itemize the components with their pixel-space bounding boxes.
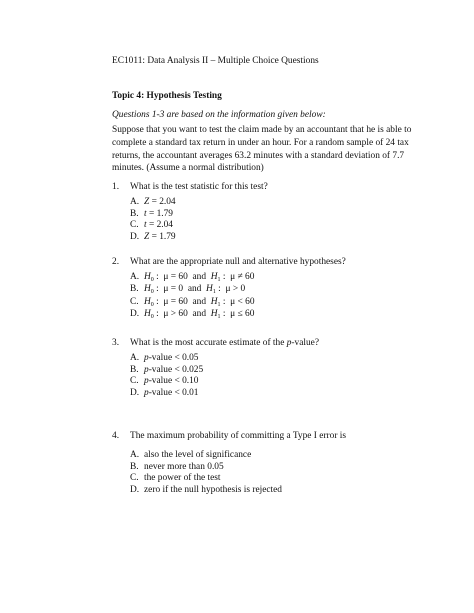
question-2-options xyxy=(130,271,255,321)
question-4-options xyxy=(130,450,282,496)
question-2-option-c: C. $H_0$ : μ = 60 and $H_1$ : μ < 60 xyxy=(130,296,255,308)
question-2-text: What are the appropriate null and alternative hypotheses? xyxy=(130,257,346,267)
question-1-number: 1. xyxy=(112,182,120,192)
question-1-option-c: C. t = 2.04 xyxy=(130,220,173,231)
question-4-text: The maximum probability of committing a Type I error is xyxy=(130,431,347,441)
question-4-option-d: D. zero if the null hypothesis is rejected xyxy=(130,484,282,495)
question-3-option-a: A. p-value < 0.05 xyxy=(130,353,199,363)
question-1-options xyxy=(130,197,176,243)
question-4-option-a: A. also the level of significance xyxy=(130,450,252,460)
question-2-number: 2. xyxy=(112,257,120,267)
document-title: EC1011: Data Analysis II – Multiple Choice Questions xyxy=(112,56,319,66)
question-1-text: What is the test statistic for this test? xyxy=(130,182,268,192)
question-1-option-b: B. t = 1.79 xyxy=(130,208,173,219)
question-1-option-d: D. Z = 1.79 xyxy=(130,231,176,242)
topic-heading: Topic 4: Hypothesis Testing xyxy=(112,91,222,101)
question-3-option-b: B. p-value < 0.025 xyxy=(130,364,204,375)
question-3-options xyxy=(130,353,203,399)
question-1-option-a: A. Z = 2.04 xyxy=(130,197,176,207)
question-2-option-b: B. $H_0$ : μ = 0 and $H_1$ : μ > 0 xyxy=(130,284,246,296)
question-4-option-b: B. never more than 0.05 xyxy=(130,461,224,472)
question-2-option-d: D. $H_0$ : μ > 60 and $H_1$ : μ ≤ 60 xyxy=(130,309,255,321)
question-3-number: 3. xyxy=(112,338,120,348)
question-4-option-c: C. the power of the test xyxy=(130,473,221,484)
intro-note: Questions 1-3 are based on the information given below: xyxy=(112,110,326,120)
scenario-paragraph: Suppose that you want to test the claim made by an accountant that he is able to complete a standard tax return in under an hour. For a random sample of 24 tax returns, the accountant averages 63.2 minutes with a standard deviation of 7.7 minutes. (Assume a normal distribution) xyxy=(112,125,412,174)
question-4-number: 4. xyxy=(112,431,120,441)
question-3-text: What is the most accurate estimate of the p-value? xyxy=(130,338,319,348)
question-3-option-c: C. p-value < 0.10 xyxy=(130,376,199,387)
question-2-option-a: A. $H_0$ : μ = 60 and $H_1$ : μ ≠ 60 xyxy=(130,272,255,283)
question-3-option-d: D. p-value < 0.01 xyxy=(130,387,199,398)
